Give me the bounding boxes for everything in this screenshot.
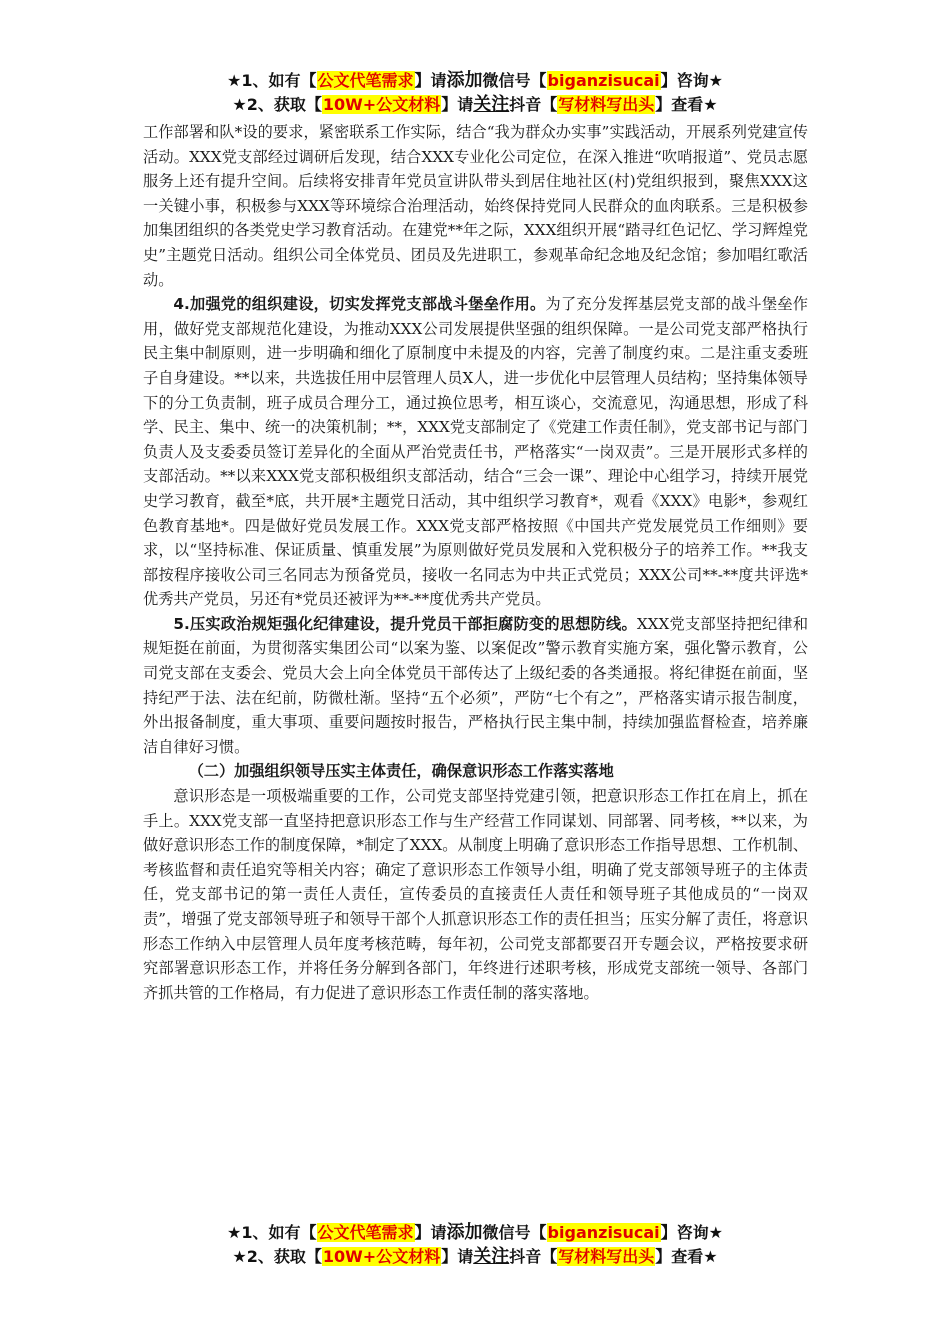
banner-suffix: 】咨询★ [660,71,723,90]
banner-emphasis: 添加 [446,70,483,91]
banner-highlight-douyin: 写材料写出头 [558,95,655,114]
banner-text: 】请 [414,1223,447,1242]
banner-highlight-service: 公文代笔需求 [317,1223,414,1242]
section-heading: （二）加强组织领导压实主体责任，确保意识形态工作落实落地 [188,762,614,781]
bottom-banner-line-1 [0,1222,950,1244]
banner-suffix: 】查看★ [655,1247,718,1266]
banner-highlight-douyin: 写材料写出头 [558,1247,655,1266]
bottom-banner-line-2 [0,1246,950,1268]
paragraph-2-text: 为了充分发挥基层党支部的战斗堡垒作用，做好党支部规范化建设，为推动XXX公司发展提供坚强的组织保障。一是公司党支部严格执行民主集中制原则，进一步明确和细化了原制度中未提及的内容，完善了制度约束。二是注重支委班子自身建设。**以来，共选拔任用中层管理人员X人，进一步优化中层管理人员结构；坚持集体领导下的分工负责制，班子成员合理分工，通过换位思考，相互谈心，交流意见，沟通思想，形成了科学、民主、集中、统一的决策机制；**，XXX党支部制定了《党建工作责任制》，党支部书记与部门负责人及支委委员签订差异化的全面从严治党责任书，严格落实“一岗双责”。三是开展形式多样的支部活动。**以来XXX党支部积极组织支部活动，结合“三会一课”、理论中心组学习，持续开展党史学习教育，截至*底，共开展*主题党日活动，其中组织学习教育*，观看《XXX》电影*，参观红色教育基地*。四是做好党员发展工作。XXX党支部严格按照《中国共产党发展党员工作细则》要求，以“坚持标准、保证质量、慎重发展”为原则做好党员发展和入党积极分子的培养工作。**我支部按程序接收公司三名同志为预备党员，接收一名同志为中共正式党员；XXX公司**-**度共评选*优秀共产党员，另还有*党员还被评为**-**度优秀共产党员。 [143,295,808,609]
banner-prefix: ★1、如有【 [227,71,317,90]
banner-emphasis: 关注 [473,1246,510,1267]
paragraph-3-text: XXX党支部坚持把纪律和规矩挺在前面，为贯彻落实集团公司“以案为鉴、以案促改”警示教育实施方案，强化警示教育，公司党支部在支委会、党员大会上向全体党员干部传达了上级纪委的各类通报。将纪律挺在前面，坚持纪严于法、法在纪前，防微杜渐。坚持“五个必须”，严防“七个有之”，严格落实请示报告制度，外出报备制度，重大事项、重要问题按时报告，严格执行民主集中制，持续加强监督检查，培养廉洁自律好习惯。 [143,614,809,756]
banner-emphasis: 关注 [473,94,510,115]
banner-text: 微信号【 [482,1223,547,1242]
banner-highlight-wechat: biganzisucai [547,71,660,90]
banner-highlight-materials: 10W+公文材料 [322,95,441,114]
banner-text: 】请 [414,71,447,90]
top-banner-line-2 [0,94,950,116]
paragraph-4: 意识形态是一项极端重要的工作，公司党支部坚持党建引领，把意识形态工作扛在肩上，抓在手上。XXX党支部一直坚持把意识形态工作与生产经营工作同谋划、同部署、同考核，**以来，为做好意识形态工作的制度保障，*制定了XXX。从制度上明确了意识形态工作指导思想、工作机制、考核监督和责任追究等相关内容；确定了意识形态工作领导小组，明确了党支部领导班子的主体责任，党支部书记的第一责任人责任，宣传委员的直接责任人责任和领导班子其他成员的“一岗双责”，增强了党支部领导班子和领导干部个人抓意识形态工作的责任担当；压实分解了责任，将意识形态工作纳入中层管理人员年度考核范畴，每年初，公司党支部都要召开专题会议，严格按要求研究部署意识形态工作，并将任务分解到各部门，年终进行述职考核，形成党支部统一领导、各部门齐抓共管的工作格局，有力促进了意识形态工作责任制的落实落地。 [143,787,808,1002]
banner-highlight-materials: 10W+公文材料 [322,1247,441,1266]
banner-prefix: ★2、获取【 [232,1247,322,1266]
banner-text: 】请 [441,1247,474,1266]
paragraph-2 [143,292,808,612]
banner-prefix: ★1、如有【 [227,1223,317,1242]
banner-highlight-wechat: biganzisucai [547,1223,660,1242]
banner-text: 】请 [441,95,474,114]
paragraph-1: 工作部署和队*设的要求，紧密联系工作实际，结合“我为群众办实事”实践活动，开展系列党建宣传活动。XXX党支部经过调研后发现，结合XXX专业化公司定位，在深入推进“吹哨报道”、党员志愿服务上还有提升空间。后续将安排青年党员宣讲队带头到居住地社区(村)党组织报到，聚焦XXX这一关键小事，积极参与XXX等环境综合治理活动，始终保持党同人民群众的血肉联系。三是积极参加集团组织的各类党史学习教育活动。在建党**年之际，XXX组织开展“踏寻红色记忆、学习辉煌党史”主题党日活动。组织公司全体党员、团员及先进职工，参观革命纪念地及纪念馆；参加唱红歌活动。 [143,123,808,289]
top-banner-line-1 [0,70,950,92]
banner-text: 微信号【 [482,71,547,90]
paragraph-2-title: 4.加强党的组织建设，切实发挥党支部战斗堡垒作用。 [173,295,546,314]
banner-suffix: 】查看★ [655,95,718,114]
banner-prefix: ★2、获取【 [232,95,322,114]
banner-emphasis: 添加 [446,1222,483,1243]
document-body [143,120,808,1005]
paragraph-3 [143,612,808,760]
paragraph-3-title: 5.压实政治规矩强化纪律建设，提升党员干部拒腐防变的思想防线。 [173,614,637,633]
banner-text: 抖音【 [509,1247,558,1266]
banner-suffix: 】咨询★ [660,1223,723,1242]
banner-highlight-service: 公文代笔需求 [317,71,414,90]
banner-text: 抖音【 [509,95,558,114]
